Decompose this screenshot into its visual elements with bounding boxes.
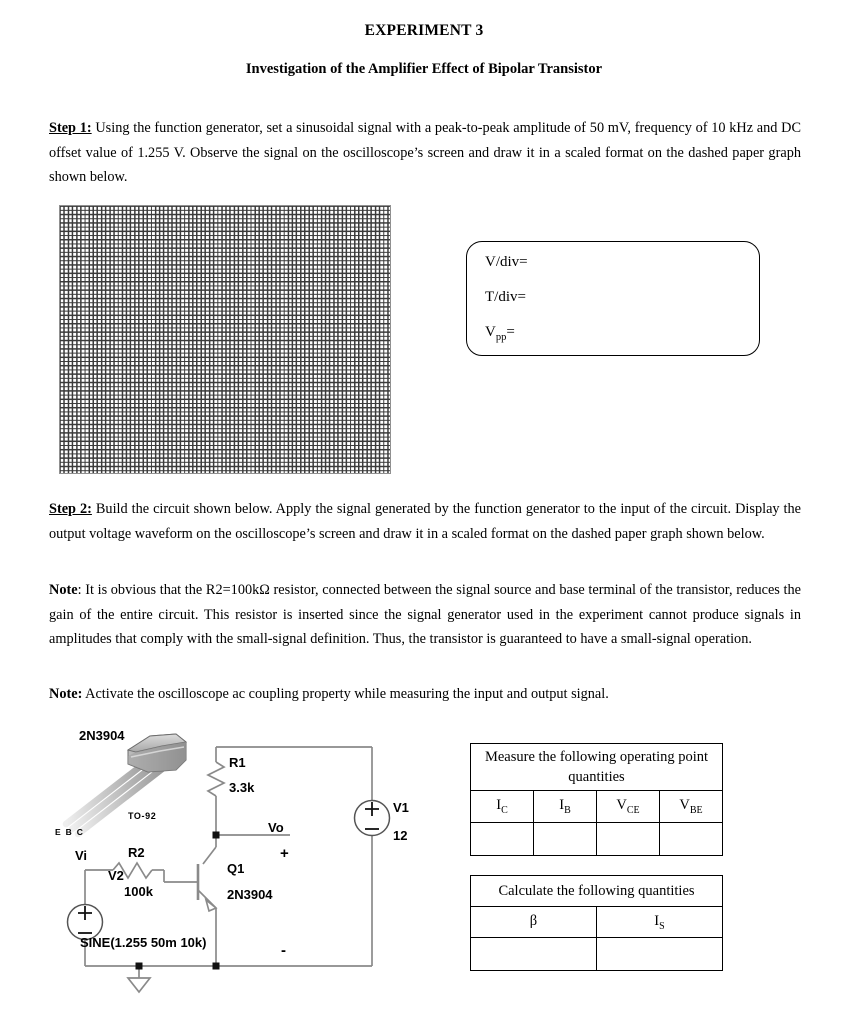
- step2-label: Step 2:: [49, 501, 92, 517]
- column-header-vce: $V_{CE}$: [597, 791, 660, 823]
- operating-point-table[interactable]: [470, 743, 723, 856]
- step1-label: Step 1:: [49, 120, 92, 136]
- column-header-is: $I_S$: [597, 907, 723, 938]
- note1-label: Note: [49, 582, 78, 598]
- vi-label: Vi: [75, 848, 88, 863]
- q1-name-label: Q1: [227, 861, 245, 876]
- page-title: EXPERIMENT 3: [364, 22, 484, 39]
- package-part-label: 2N3904: [79, 728, 125, 743]
- table-row: [471, 938, 723, 971]
- note2-text: Activate the oscilloscope ac coupling property while measuring the input and output signal.: [82, 686, 609, 702]
- table-row: [471, 823, 723, 856]
- calculate-quantities-table[interactable]: [470, 875, 723, 971]
- table-row: [471, 791, 723, 823]
- dashed-paper-graph-step1[interactable]: [59, 205, 391, 474]
- column-header-ic: $I_C$: [471, 791, 534, 823]
- v1-value-label: 12: [393, 828, 408, 843]
- value-cell-vce[interactable]: [597, 823, 660, 856]
- page-subtitle: Investigation of the Amplifier Effect of Bipolar Transistor: [245, 61, 603, 77]
- r1-value-label: 3.3k: [229, 780, 255, 795]
- package-type-label: TO-92: [128, 811, 157, 821]
- ground-icon: [128, 978, 150, 992]
- table-row: [471, 876, 723, 907]
- vo-minus-sign: -: [281, 942, 286, 959]
- r1-name-label: R1: [229, 755, 246, 770]
- table-row: [471, 744, 723, 791]
- column-header-ib: $I_B$: [534, 791, 597, 823]
- package-pins-label: E B C: [55, 827, 85, 837]
- v-per-div-label: V/div=: [485, 254, 528, 270]
- table-row: [471, 907, 723, 938]
- note1-text: : It is obvious that the R2=100kΩ resistor, connected between the signal source and base terminal of the transistor, reduces the gain of the entire circuit. This resistor is inserted since the signal generator used in the experiment cannot produce signals in amplitudes that comply with the small-signal definition. Thus, the transistor is guaranteed to have a small-signal operation.: [49, 582, 801, 647]
- vo-plus-sign: +: [280, 845, 289, 862]
- operating-table-header: Measure the following operating point quantities: [471, 744, 723, 791]
- column-header-beta: β: [471, 907, 597, 938]
- note2-label: Note:: [49, 686, 83, 702]
- scope-settings-box[interactable]: [466, 241, 760, 356]
- step1-paragraph: [49, 116, 801, 190]
- note2-paragraph: [49, 682, 801, 707]
- vpp-subscript: pp: [495, 332, 507, 343]
- vo-label: Vo: [268, 820, 284, 835]
- v2-value-label: SINE(1.255 50m 10k): [80, 935, 207, 950]
- v2-name-label: V2: [108, 868, 124, 883]
- value-cell-beta[interactable]: [471, 938, 597, 971]
- transistor-package-illustration: [66, 734, 186, 834]
- column-header-vbe: $V_{BE}$: [660, 791, 723, 823]
- vpp-equals: =: [506, 324, 515, 340]
- value-cell-is[interactable]: [597, 938, 723, 971]
- q1-part-label: 2N3904: [227, 887, 273, 902]
- note1-paragraph: [49, 578, 801, 652]
- step2-paragraph: [49, 497, 801, 546]
- value-cell-ib[interactable]: [534, 823, 597, 856]
- t-per-div-label: T/div=: [485, 289, 526, 305]
- value-cell-vbe[interactable]: [660, 823, 723, 856]
- step1-text: Using the function generator, set a sinusoidal signal with a peak-to-peak amplitude of 50 mV, frequency of 10 kHz and DC offset value of 1.255 V. Observe the signal on the oscilloscope’s screen and draw it in a scaled format on the dashed paper graph shown below.: [49, 120, 801, 185]
- value-cell-ic[interactable]: [471, 823, 534, 856]
- calculate-table-header: Calculate the following quantities: [471, 876, 723, 907]
- circuit-diagram: [0, 712, 450, 1012]
- circuit-schematic-svg: [0, 712, 450, 1012]
- v1-name-label: V1: [393, 800, 409, 815]
- vpp-label: [485, 324, 515, 343]
- r2-name-label: R2: [128, 845, 145, 860]
- source-v1-symbol: [355, 801, 390, 836]
- r2-value-label: 100k: [124, 884, 153, 899]
- vpp-base: V: [485, 324, 496, 340]
- step2-text: Build the circuit shown below. Apply the signal generated by the function generator to the input of the circuit. Display the output voltage waveform on the oscilloscope’s screen and draw it in a scaled format on the dashed paper graph shown below.: [49, 501, 802, 542]
